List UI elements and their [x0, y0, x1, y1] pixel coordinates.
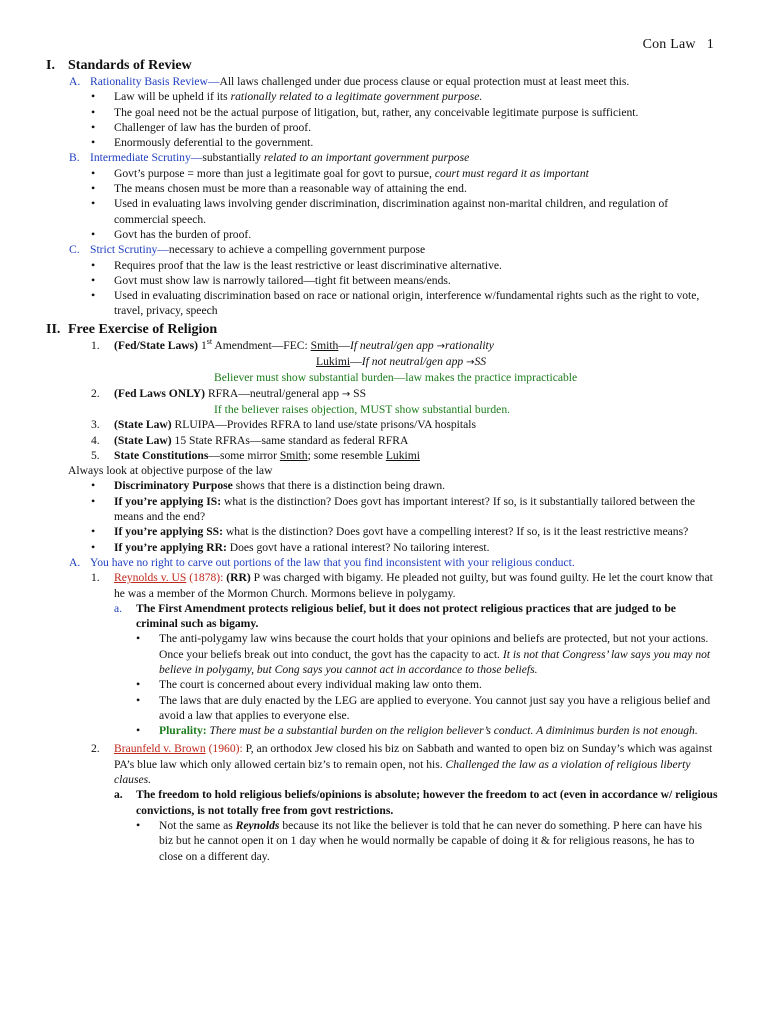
- subsection-label: Rationality Basis Review—: [90, 75, 220, 88]
- objection-note: If the believer raises objection, MUST show substantial burden.: [214, 402, 511, 416]
- case-reynolds: 1. Reynolds v. US (1878): (RR) P was charged with bigamy. He pleaded not guilty, but was found guilty. He let the court know that he was a member of the Mormon Church. Mormons believe in polygamy.: [91, 571, 713, 600]
- list-item: 3. (State Law) RLUIPA—Provides RFRA to land use/state prisons/VA hospitals: [91, 418, 477, 432]
- list-item: • Govt’s purpose = more than just a legitimate goal for govt to pursue, court must regard it as important: [46, 166, 718, 181]
- list-item: 1. (Fed/State Laws) 1st Amendment—FEC: Smith—If neutral/gen app →rationality: [91, 336, 494, 352]
- list-item: • Challenger of law has the burden of proof.: [46, 120, 718, 135]
- document-title: Con Law: [642, 37, 696, 52]
- list-item: • If you’re applying RR: Does govt have a rational interest? No tailoring interest.: [46, 540, 718, 555]
- list-item: • The laws that are duly enacted by the LEG are applied to everyone. You cannot just say you have a religious belief and avoid a law that applies to everyone else.: [46, 693, 718, 724]
- list-item: 4. (State Law) 15 State RFRAs—same standard as federal RFRA: [91, 433, 409, 447]
- lukimi-line: Lukimi—If not neutral/gen app →SS: [316, 355, 487, 369]
- subsection-label: Strict Scrutiny—: [90, 243, 169, 257]
- subsection-rationality: A. Rationality Basis Review—All laws challenged under due process clause or equal protection must at least meet this.: [69, 75, 630, 88]
- subsection-intermediate: B. Intermediate Scrutiny—substantially related to an important government purpose: [69, 151, 470, 165]
- subsection-strict: C. Strict Scrutiny—necessary to achieve a compelling government purpose: [69, 243, 426, 257]
- case-name: Reynolds v. US: [114, 571, 187, 585]
- list-item: • Govt has the burden of proof.: [46, 227, 718, 242]
- list-item: 5. State Constitutions—some mirror Smith; some resemble Lukimi: [91, 448, 420, 462]
- subsection-carve-out: A. You have no right to carve out portions of the law that you find inconsistent with your religious conduct.: [69, 555, 575, 569]
- arrow-right-icon: →: [466, 357, 475, 369]
- arrow-right-icon: →: [436, 340, 445, 352]
- subsection-label: Intermediate Scrutiny—: [90, 151, 203, 165]
- list-item: • If you’re applying IS: what is the distinction? Does govt has important interest? If so, is it substantially tailored between the means and the end?: [46, 494, 718, 525]
- case-name: Lukimi: [316, 355, 351, 369]
- list-item: • Discriminatory Purpose shows that there is a distinction being drawn.: [46, 478, 718, 493]
- list-item: • Requires proof that the law is the least restrictive or least discriminative alternative.: [46, 258, 718, 273]
- list-item: • The means chosen must be more than a reasonable way of attaining the end.: [46, 181, 718, 196]
- list-item: • Used in evaluating discrimination based on race or national origin, interference w/fundamental rights such as the right to vote, travel, privacy, speech: [46, 288, 718, 319]
- holding-braunfeld: a. The freedom to hold religious beliefs/opinions is absolute; however the freedom to act (even in accordance w/ religious convictions, is not totally free from govt restrictions.: [114, 788, 718, 817]
- objective-bullets: [46, 478, 718, 554]
- intermediate-bullets: [46, 166, 718, 242]
- list-item: • Used in evaluating laws involving gender discrimination, discrimination against non-marital children, and regulation of commercial speech.: [46, 196, 718, 227]
- arrow-right-icon: →: [341, 388, 351, 400]
- list-item: • The anti-polygamy law wins because the court holds that your opinions and beliefs are protected, but not your actions. Once your beliefs break out into conduct, the govt has the capacity to act. It is not that Congress’ law says you may not believe in polygamy, but Cong says you cannot act in accordance to those beliefs.: [46, 631, 718, 677]
- page-number: 1: [706, 37, 714, 52]
- reynolds-bullets: [46, 631, 718, 738]
- case-name: Smith: [310, 338, 339, 352]
- outline-body: [46, 57, 718, 864]
- list-item: • Not the same as Reynolds because its not like the believer is told that he can never do something. P here can have his biz but he cannot open it on 1 day when he would normally be capable of doing it & for religious reasons, he has to close on a different day.: [46, 818, 718, 864]
- list-item: • Enormously deferential to the government.: [46, 135, 718, 150]
- list-item: • The goal need not be the actual purpose of litigation, but, rather, any conceivable legitimate purpose is sufficient.: [46, 105, 718, 120]
- list-item: • Plurality: There must be a substantial burden on the religion believer’s conduct. A diminimus burden is not enough.: [46, 723, 718, 738]
- strict-bullets: [46, 258, 718, 319]
- section-heading-free-exercise: II. Free Exercise of Religion: [46, 321, 218, 337]
- section-heading-standards: I. Standards of Review: [46, 58, 192, 73]
- page-header: [643, 37, 714, 52]
- list-item: • The court is concerned about every individual making law onto them.: [46, 677, 718, 692]
- case-braunfeld: 2. Braunfeld v. Brown (1960): P, an orthodox Jew closed his biz on Sabbath and wanted to open biz on Sunday’s which was against PA’s blue law which only allowed certain biz’s to remain open, not his. Challenged the law as a violation of religious liberty clauses.: [91, 742, 713, 787]
- objective-purpose-note: Always look at objective purpose of the law: [68, 464, 273, 478]
- case-name: Braunfeld v. Brown: [114, 742, 206, 756]
- list-item: • Law will be upheld if its rationally related to a legitimate government purpose.: [46, 89, 718, 104]
- list-item: • If you’re applying SS: what is the distinction? Does govt have a compelling interest? If so, is it the least restrictive means?: [46, 524, 718, 539]
- case-name: Lukimi: [385, 448, 420, 462]
- holding-reynolds: a. The First Amendment protects religious belief, but it does not protect religious practices that are judged to be criminal such as bigamy.: [114, 601, 676, 631]
- free-exercise-list: [46, 338, 718, 354]
- burden-note: Believer must show substantial burden—law makes the practice impracticable: [214, 371, 578, 385]
- rationality-bullets: [46, 89, 718, 150]
- braunfeld-bullets: [46, 818, 718, 864]
- case-name: Smith: [279, 448, 308, 462]
- list-item: 2. (Fed Laws ONLY) RFRA—neutral/general app → SS: [91, 386, 367, 400]
- list-item: • Govt must show law is narrowly tailored—tight fit between means/ends.: [46, 273, 718, 288]
